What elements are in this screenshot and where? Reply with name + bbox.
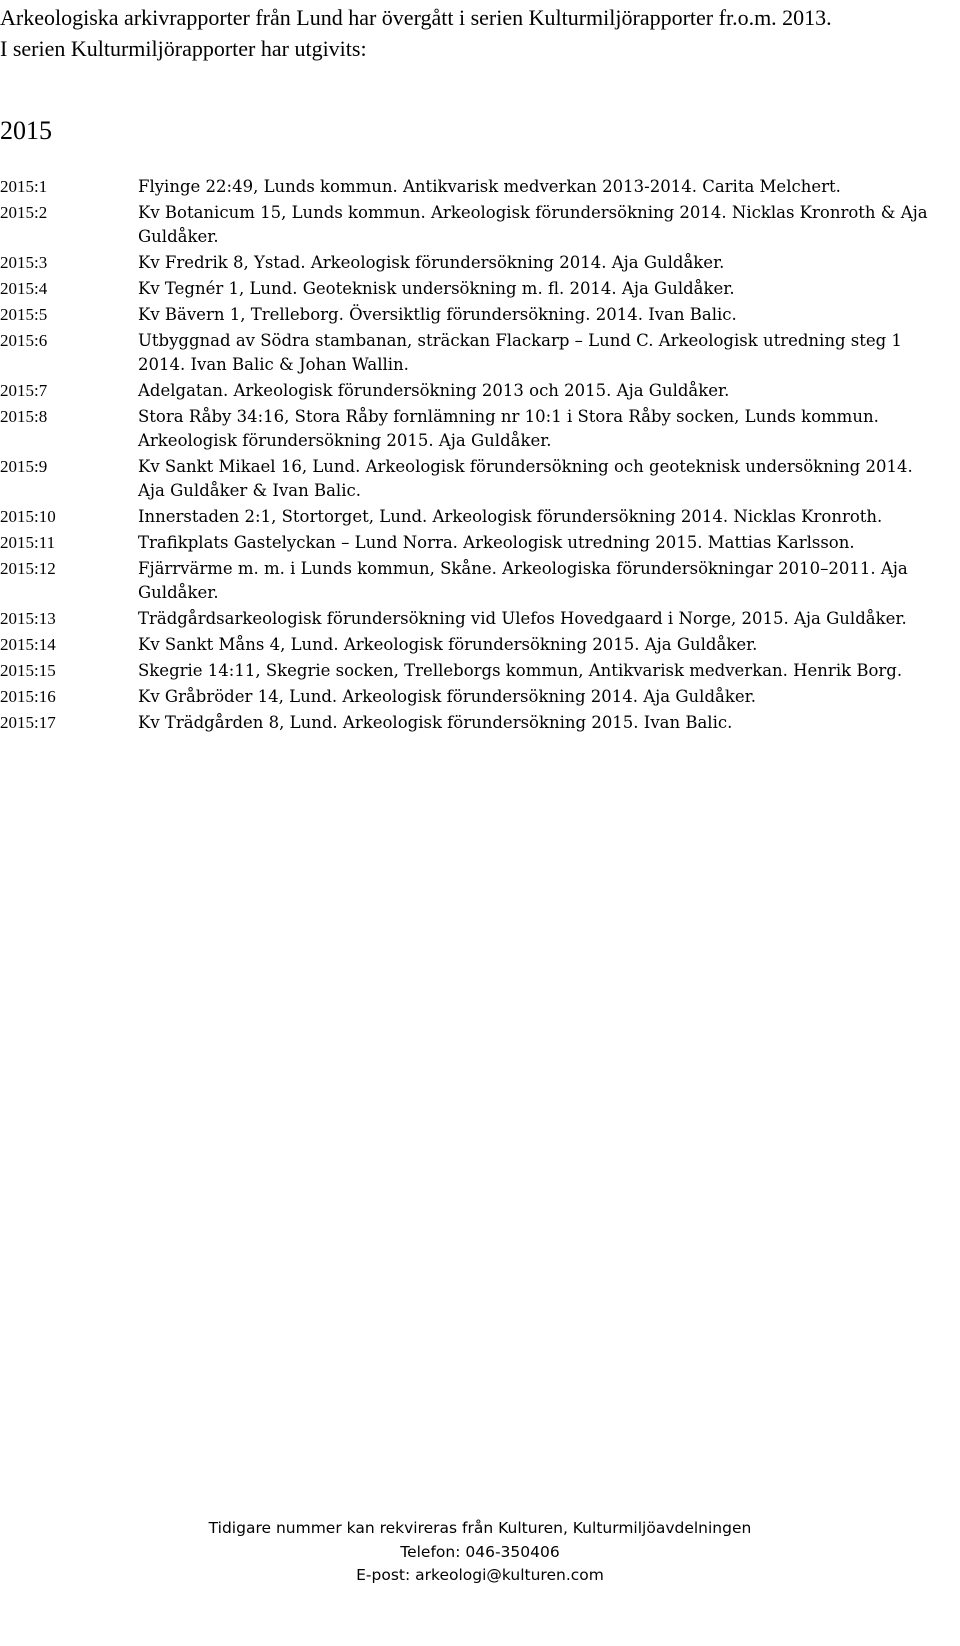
report-title: Kv Bävern 1, Trelleborg. Översiktlig förundersökning. 2014. Ivan Balic. [138, 305, 737, 324]
report-title: Adelgatan. Arkeologisk förundersökning 2013 och 2015. Aja Guldåker. [138, 381, 730, 400]
report-title: Trafikplats Gastelyckan – Lund Norra. Arkeologisk utredning 2015. Mattias Karlsson. [138, 533, 855, 552]
report-title: Kv Sankt Mikael 16, Lund. Arkeologisk förundersökning och geoteknisk undersökning 2014. Aja Guldåker & Ivan Balic. [138, 457, 913, 500]
report-title: Flyinge 22:49, Lunds kommun. Antikvarisk medverkan 2013-2014. Carita Melchert. [138, 177, 841, 196]
report-number: 2015:2 [0, 203, 48, 222]
report-entry [0, 329, 960, 377]
report-entry [0, 607, 960, 631]
report-number: 2015:14 [0, 635, 56, 654]
footer-contact [0, 1517, 960, 1588]
report-entry [0, 175, 960, 199]
report-title: Innerstaden 2:1, Stortorget, Lund. Arkeologisk förundersökning 2014. Nicklas Kronroth. [138, 507, 883, 526]
report-title: Stora Råby 34:16, Stora Råby fornlämning nr 10:1 i Stora Råby socken, Lunds kommun. Arkeologisk förundersökning 2015. Aja Guldåker. [138, 407, 879, 450]
report-number: 2015:4 [0, 279, 48, 298]
report-number: 2015:8 [0, 407, 48, 426]
report-number: 2015:15 [0, 661, 56, 680]
footer-email: E-post: arkeologi@kulturen.com [356, 1566, 604, 1584]
report-title: Utbyggnad av Södra stambanan, sträckan Flackarp – Lund C. Arkeologisk utredning steg 1 2014. Ivan Balic & Johan Wallin. [138, 331, 902, 374]
report-title: Fjärrvärme m. m. i Lunds kommun, Skåne. Arkeologiska förundersökningar 2010–2011. Aja Guldåker. [138, 559, 908, 602]
report-title: Kv Tegnér 1, Lund. Geoteknisk undersökning m. fl. 2014. Aja Guldåker. [138, 279, 735, 298]
year-heading: 2015 [0, 116, 52, 145]
report-entry [0, 531, 960, 555]
report-entry [0, 633, 960, 657]
intro-line-published-heading: I serien Kulturmiljörapporter har utgivits: [0, 36, 367, 61]
report-title: Kv Botanicum 15, Lunds kommun. Arkeologisk förundersökning 2014. Nicklas Kronroth & Aja Guldåker. [138, 203, 928, 246]
intro-line-series-note: Arkeologiska arkivrapporter från Lund har övergått i serien Kulturmiljörapporter fr.o.m. 2013. [0, 5, 832, 30]
report-number: 2015:9 [0, 457, 48, 476]
report-entry [0, 505, 960, 529]
report-entry [0, 405, 960, 453]
report-number: 2015:1 [0, 177, 48, 196]
footer-phone: Telefon: 046-350406 [400, 1542, 560, 1561]
report-list [0, 175, 960, 737]
report-entry [0, 379, 960, 403]
report-number: 2015:11 [0, 533, 56, 552]
report-title: Skegrie 14:11, Skegrie socken, Trelleborgs kommun, Antikvarisk medverkan. Henrik Borg. [138, 661, 903, 680]
report-number: 2015:17 [0, 713, 56, 732]
report-number: 2015:13 [0, 609, 56, 628]
report-entry [0, 557, 960, 605]
report-entry [0, 251, 960, 275]
report-entry [0, 659, 960, 683]
report-number: 2015:3 [0, 253, 48, 272]
report-entry [0, 685, 960, 709]
report-entry [0, 455, 960, 503]
report-entry [0, 201, 960, 249]
report-entry [0, 277, 960, 301]
report-title: Kv Sankt Måns 4, Lund. Arkeologisk förundersökning 2015. Aja Guldåker. [138, 635, 758, 654]
report-title: Trädgårdsarkeologisk förundersökning vid Ulefos Hovedgaard i Norge, 2015. Aja Guldåker. [138, 609, 907, 628]
report-number: 2015:10 [0, 507, 56, 526]
report-title: Kv Trädgården 8, Lund. Arkeologisk förundersökning 2015. Ivan Balic. [138, 713, 733, 732]
intro-text [0, 2, 832, 64]
report-number: 2015:16 [0, 687, 56, 706]
report-number: 2015:12 [0, 559, 56, 578]
footer-order-note: Tidigare nummer kan rekvireras från Kulturen, Kulturmiljöavdelningen [208, 1519, 752, 1537]
report-title: Kv Fredrik 8, Ystad. Arkeologisk förundersökning 2014. Aja Guldåker. [138, 253, 725, 272]
report-entry [0, 303, 960, 327]
report-title: Kv Gråbröder 14, Lund. Arkeologisk förundersökning 2014. Aja Guldåker. [138, 687, 756, 706]
report-number: 2015:7 [0, 381, 48, 400]
report-entry [0, 711, 960, 735]
report-number: 2015:6 [0, 331, 48, 350]
report-number: 2015:5 [0, 305, 48, 324]
